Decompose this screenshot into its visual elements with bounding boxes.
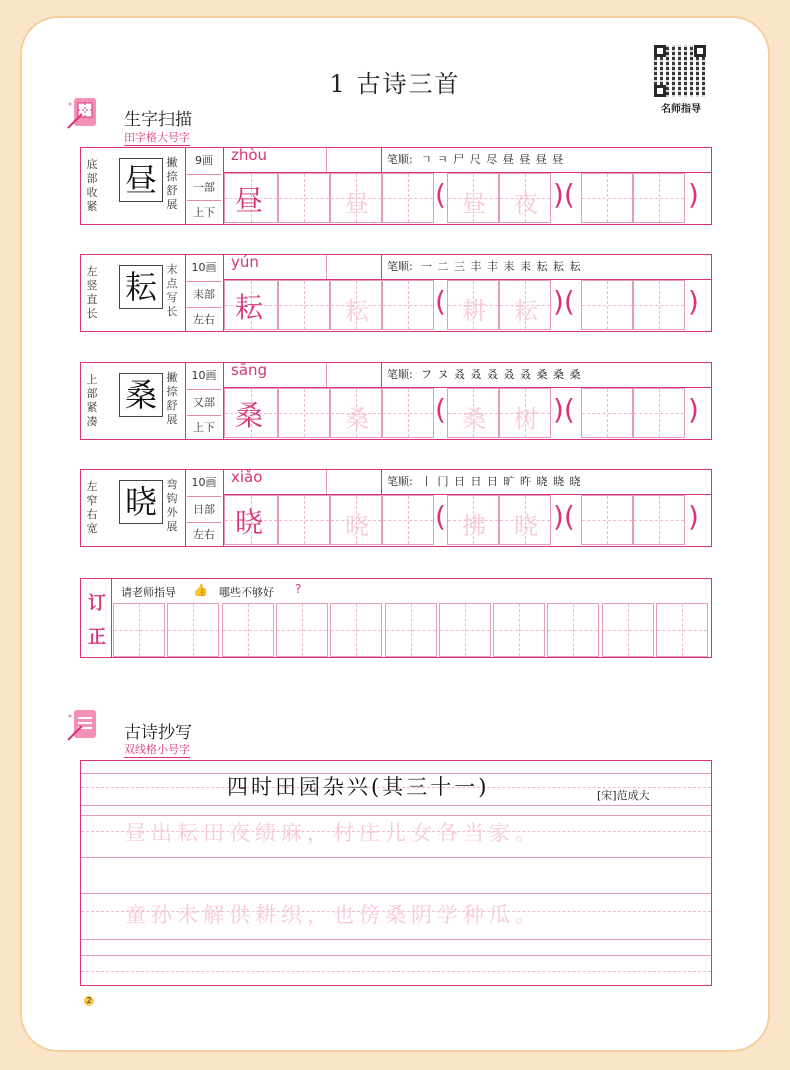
practice-cell[interactable] — [278, 388, 330, 438]
notebook-pencil-icon — [66, 94, 102, 130]
char-block-4: 左窄右宽 晓 弯钩外展 10画 日部 左右 xiǎo 笔顺: 丨 冂 日 日 日 旷 旿 晓 晓 晓 晓 晓 ( 拂 晓 )( ) — [80, 469, 712, 547]
stroke-order: 一 二 三 丰 丰 耒 耒 耘 耘 耘 — [421, 260, 582, 273]
word-practice-cell[interactable] — [581, 280, 633, 330]
practice-cell[interactable]: 耘 — [330, 280, 382, 330]
practice-cell[interactable] — [278, 280, 330, 330]
practice-cell[interactable]: 桑 — [224, 388, 278, 438]
model-character: 昼 — [119, 158, 163, 202]
model-character: 耘 — [119, 265, 163, 309]
correction-cell[interactable] — [222, 603, 274, 657]
correction-cell[interactable] — [602, 603, 654, 657]
word-practice-cell[interactable] — [633, 173, 685, 223]
word-practice-cell[interactable] — [633, 280, 685, 330]
correction-cell[interactable] — [547, 603, 599, 657]
stroke-order: ㄱ ㅋ 尸 尺 尽 昼 昼 昼 昼 — [421, 153, 565, 166]
word-practice-cell[interactable]: 昼 — [447, 173, 499, 223]
pinyin: xiǎo — [231, 468, 263, 486]
word-practice-cell[interactable]: 树 — [499, 388, 551, 438]
stroke-order: 丨 冂 日 日 日 旷 旿 晓 晓 晓 — [421, 475, 582, 488]
practice-cell[interactable] — [382, 280, 434, 330]
poem-author: [宋]范成大 — [597, 789, 650, 802]
page-title: 1 古诗三首 — [329, 70, 461, 98]
question-icon: ? — [295, 582, 302, 596]
stroke-order-label: 笔顺: — [387, 153, 413, 166]
stroke-order-label: 笔顺: — [387, 368, 413, 381]
pinyin: yún — [231, 253, 259, 271]
stroke-count: 10画 — [191, 261, 217, 274]
word-practice-cell[interactable]: 晓 — [499, 495, 551, 545]
correction-cell[interactable] — [330, 603, 382, 657]
practice-cell[interactable] — [382, 495, 434, 545]
structure: 上下 — [187, 200, 221, 225]
pinyin: zhòu — [231, 146, 268, 164]
word-practice-cell[interactable] — [633, 388, 685, 438]
structure: 左右 — [187, 307, 221, 332]
word-practice-cell[interactable]: 桑 — [447, 388, 499, 438]
structure: 左右 — [187, 522, 221, 547]
correction-box — [80, 578, 712, 658]
stroke-count: 9画 — [195, 154, 213, 167]
notebook-pencil-icon — [66, 706, 102, 742]
correction-label-bottom: 正 — [88, 627, 106, 648]
radical: 一部 — [187, 174, 221, 201]
poem-title: 四时田园杂兴(其三十一) — [227, 775, 490, 799]
model-character: 晓 — [119, 480, 163, 524]
writing-tip-right: 撇捺舒展 — [166, 371, 178, 426]
word-practice-cell[interactable] — [633, 495, 685, 545]
qr-label: 名师指导 — [661, 104, 701, 115]
model-character: 桑 — [119, 373, 163, 417]
practice-cell[interactable]: 昼 — [330, 173, 382, 223]
stroke-order: フ ヌ 叒 叒 叒 叒 叒 桑 桑 桑 — [421, 368, 582, 381]
writing-tip-left: 上部紧凑 — [86, 373, 98, 428]
radical: 耒部 — [187, 281, 221, 308]
page-number: 2 — [84, 996, 94, 1006]
writing-tip-left: 左窄右宽 — [86, 480, 98, 535]
section-title-scan: 生字扫描 — [124, 110, 192, 130]
word-practice-cell[interactable]: 拂 — [447, 495, 499, 545]
correction-cell[interactable] — [439, 603, 491, 657]
word-practice-cell[interactable]: 耘 — [499, 280, 551, 330]
qr-code[interactable] — [654, 45, 706, 97]
char-block-1: 底部收紧 昼 撇捺舒展 9画 一部 上下 zhòu 笔顺: ㄱ ㅋ 尸 尺 尽 昼 昼 昼 昼 昼 昼 ( 昼 夜 )( ) — [80, 147, 712, 225]
radical: 又部 — [187, 389, 221, 416]
correction-prompt-teacher: 请老师指导 — [121, 586, 176, 599]
pinyin: sāng — [231, 361, 268, 379]
char-block-2: 左竖直长 耘 末点写长 10画 耒部 左右 yún 笔顺: 一 二 三 丰 丰 耒 耒 耘 耘 耘 耘 耘 ( 耕 耘 )( ) — [80, 254, 712, 332]
correction-cell[interactable] — [656, 603, 708, 657]
section-subtitle-copy: 双线格小号字 — [124, 743, 190, 756]
practice-cell[interactable] — [278, 173, 330, 223]
practice-cell[interactable] — [278, 495, 330, 545]
practice-cell[interactable]: 晓 — [224, 495, 278, 545]
stroke-count: 10画 — [191, 369, 217, 382]
writing-tip-right: 撇捺舒展 — [166, 156, 178, 211]
correction-cell[interactable] — [167, 603, 219, 657]
correction-cell[interactable] — [276, 603, 328, 657]
poem-line-1-trace[interactable]: 昼出耘田夜绩麻，村庄儿女各当家。 — [125, 821, 541, 845]
word-practice-cell[interactable]: 耕 — [447, 280, 499, 330]
writing-tip-left: 底部收紧 — [86, 158, 98, 213]
char-block-3: 上部紧凑 桑 撇捺舒展 10画 又部 上下 sāng 笔顺: フ ヌ 叒 叒 叒 叒 叒 桑 桑 桑 桑 桑 ( 桑 树 )( ) — [80, 362, 712, 440]
practice-cell[interactable]: 耘 — [224, 280, 278, 330]
word-practice-cell[interactable]: 夜 — [499, 173, 551, 223]
section-title-copy: 古诗抄写 — [124, 723, 192, 743]
word-practice-cell[interactable] — [581, 388, 633, 438]
thumb-icon: 👍 — [193, 583, 208, 597]
writing-tip-right: 弯钩外展 — [166, 478, 178, 533]
word-practice-cell[interactable] — [581, 173, 633, 223]
correction-prompt-issues: 哪些不够好 — [219, 586, 274, 599]
word-practice-cell[interactable] — [581, 495, 633, 545]
writing-tip-right: 末点写长 — [166, 263, 178, 318]
stroke-count: 10画 — [191, 476, 217, 489]
correction-cell[interactable] — [385, 603, 437, 657]
section-subtitle-scan: 田字格大号字 — [124, 131, 190, 144]
stroke-order-label: 笔顺: — [387, 475, 413, 488]
practice-cell[interactable] — [382, 388, 434, 438]
practice-cell[interactable]: 晓 — [330, 495, 382, 545]
writing-tip-left: 左竖直长 — [86, 265, 98, 320]
practice-cell[interactable] — [382, 173, 434, 223]
practice-cell[interactable]: 桑 — [330, 388, 382, 438]
practice-cell[interactable]: 昼 — [224, 173, 278, 223]
stroke-order-label: 笔顺: — [387, 260, 413, 273]
correction-cell[interactable] — [113, 603, 165, 657]
correction-label-top: 订 — [88, 593, 106, 614]
poem-line-2-trace[interactable]: 童孙未解供耕织，也傍桑阴学种瓜。 — [125, 903, 541, 927]
structure: 上下 — [187, 415, 221, 440]
radical: 日部 — [187, 496, 221, 523]
correction-cell[interactable] — [493, 603, 545, 657]
poem-copy-box — [80, 760, 712, 986]
